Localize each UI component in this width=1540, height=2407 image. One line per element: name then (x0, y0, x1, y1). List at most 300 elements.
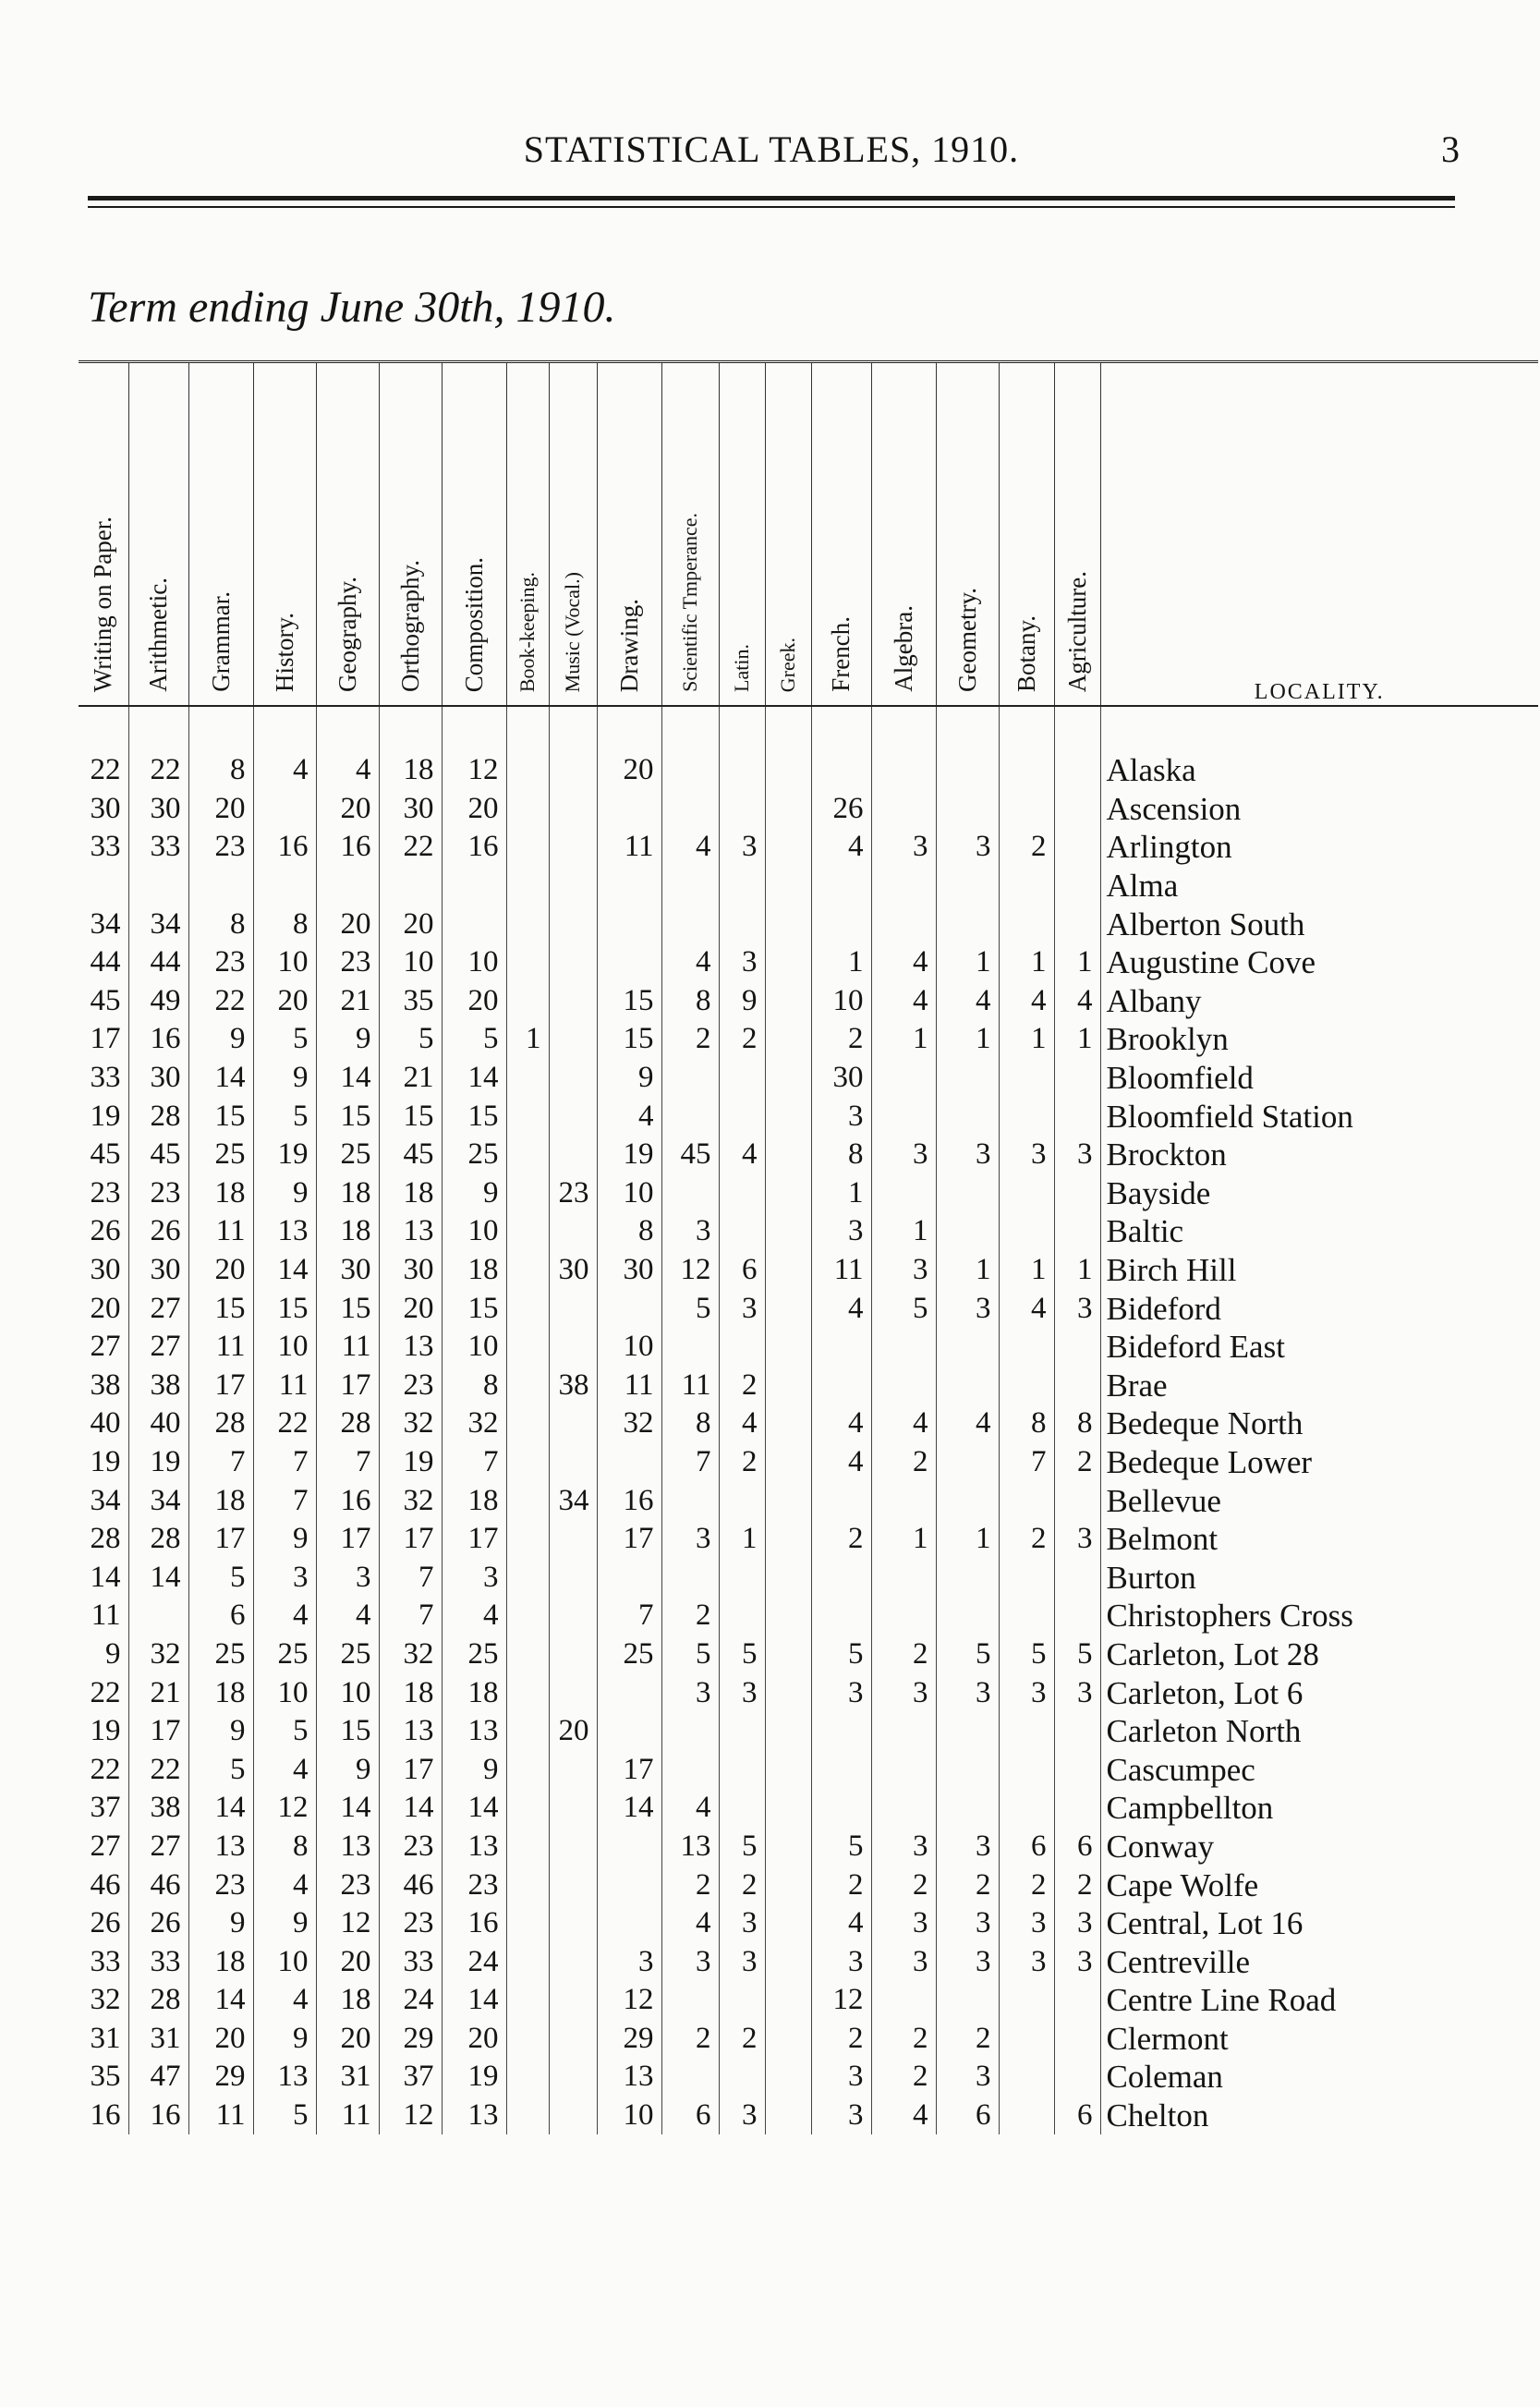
table-cell (719, 1328, 765, 1367)
table-cell: 3 (661, 1942, 719, 1981)
col-header-label: Writing on Paper. (89, 516, 117, 692)
table-cell: 5 (1054, 1635, 1100, 1674)
table-cell: 16 (128, 1020, 188, 1059)
table-cell: 22 (90, 753, 121, 787)
table-cell (871, 1789, 936, 1828)
table-cell: 29 (379, 2020, 442, 2059)
table-cell: 25 (442, 1136, 506, 1174)
table-cell: 9 (442, 1174, 506, 1213)
table-cell: 20 (316, 2020, 379, 2059)
table-cell: 35 (90, 2060, 121, 2094)
table-cell: 11 (316, 1328, 379, 1367)
table-cell: 18 (379, 1673, 442, 1712)
table-cell: 3 (811, 1097, 871, 1136)
table-cell (936, 1481, 999, 1520)
table-cell: 10 (597, 1174, 661, 1213)
table-cell (719, 1481, 765, 1520)
table-cell (871, 867, 936, 906)
table-cell (719, 1981, 765, 2020)
table-cell (549, 1635, 597, 1674)
table-cell: 21 (128, 1673, 188, 1712)
table-cell: 4 (811, 1404, 871, 1443)
table-cell: 3 (253, 1558, 316, 1597)
table-cell (999, 1481, 1054, 1520)
table-cell (1054, 1712, 1100, 1751)
table-row (79, 943, 1538, 982)
table-cell: 7 (661, 1443, 719, 1482)
table-cell: 13 (661, 1828, 719, 1866)
table-cell: 15 (316, 1097, 379, 1136)
table-cell: 13 (442, 2097, 506, 2135)
col-header-label: Geography. (333, 577, 361, 692)
table-cell: 30 (128, 1059, 188, 1098)
table-cell: 4 (316, 1597, 379, 1635)
table-cell (549, 2097, 597, 2135)
table-cell: 4 (316, 706, 379, 790)
table-cell (549, 1866, 597, 1904)
table-row (79, 1020, 1538, 1059)
locality-cell: Ascension (1100, 790, 1538, 829)
table-cell: 10 (253, 943, 316, 982)
table-cell (719, 1174, 765, 1213)
table-cell (936, 1097, 999, 1136)
table-cell: 9 (188, 1020, 253, 1059)
table-cell: 3 (661, 1520, 719, 1559)
table-cell (999, 1981, 1054, 2020)
table-cell (549, 1750, 597, 1789)
table-cell (1054, 1328, 1100, 1367)
table-cell (506, 1828, 549, 1866)
table-cell (765, 1097, 811, 1136)
locality-cell: Alma (1100, 867, 1538, 906)
col-header-label: History. (270, 613, 298, 692)
table-cell: 32 (442, 1404, 506, 1443)
locality-cell: Albany (1100, 982, 1538, 1021)
table-cell: 5 (999, 1635, 1054, 1674)
table-cell: 15 (253, 1289, 316, 1328)
table-cell: 11 (316, 2097, 379, 2135)
table-cell (597, 867, 661, 906)
table-cell: 5 (442, 1020, 506, 1059)
table-cell: 30 (128, 790, 188, 829)
table-cell (765, 2020, 811, 2059)
table-cell: 18 (188, 1673, 253, 1712)
table-cell (597, 1712, 661, 1751)
table-cell: 28 (90, 1522, 121, 1556)
table-cell: 19 (90, 1714, 121, 1748)
locality-cell: Chelton (1100, 2097, 1538, 2135)
table-cell: 33 (379, 1942, 442, 1981)
table-cell: 4 (253, 1866, 316, 1904)
locality-cell: Belmont (1100, 1520, 1538, 1559)
table-cell: 14 (128, 1558, 188, 1597)
table-cell (549, 1212, 597, 1251)
table-cell: 12 (661, 1251, 719, 1290)
table-cell: 4 (253, 706, 316, 790)
table-cell (549, 2020, 597, 2059)
table-cell: 2 (871, 2020, 936, 2059)
col-header-label: Book-keeping. (515, 571, 539, 692)
col-header-label: Music (Vocal.) (561, 571, 584, 692)
table-cell: 9 (253, 1904, 316, 1943)
table-cell (871, 706, 936, 790)
table-cell: 26 (128, 1212, 188, 1251)
table-cell: 18 (379, 1174, 442, 1213)
table-cell: 7 (442, 1443, 506, 1482)
table-cell (765, 1942, 811, 1981)
table-cell (506, 706, 549, 790)
table-row (79, 2058, 1538, 2097)
table-cell: 15 (188, 1097, 253, 1136)
table-cell: 13 (316, 1828, 379, 1866)
table-cell: 3 (936, 1289, 999, 1328)
table-cell (765, 1251, 811, 1290)
table-cell: 3 (719, 1289, 765, 1328)
table-cell (506, 1174, 549, 1213)
table-cell (765, 1328, 811, 1367)
table-cell: 3 (871, 828, 936, 867)
table-cell: 1 (936, 943, 999, 982)
table-cell: 16 (597, 1481, 661, 1520)
table-cell (661, 1981, 719, 2020)
locality-cell: Cascumpec (1100, 1750, 1538, 1789)
table-cell: 49 (128, 982, 188, 1021)
table-cell: 5 (253, 1712, 316, 1751)
table-cell: 1 (811, 1174, 871, 1213)
table-cell: 17 (90, 1022, 121, 1056)
table-cell (549, 1828, 597, 1866)
col-header (253, 362, 316, 707)
table-cell (999, 905, 1054, 943)
table-cell: 26 (90, 1214, 121, 1248)
table-cell (719, 905, 765, 943)
table-cell (999, 1597, 1054, 1635)
table-cell: 26 (90, 1906, 121, 1940)
table-cell (128, 867, 188, 906)
table-cell (719, 1212, 765, 1251)
table-cell (506, 1212, 549, 1251)
table-cell (1054, 867, 1100, 906)
table-row (79, 1981, 1538, 2020)
table-cell: 9 (253, 2020, 316, 2059)
table-cell: 7 (253, 1443, 316, 1482)
table-row (79, 1404, 1538, 1443)
table-cell (871, 1712, 936, 1751)
table-cell (999, 1212, 1054, 1251)
table-row (79, 1059, 1538, 1098)
table-cell (811, 905, 871, 943)
header-rule-thick (88, 196, 1455, 201)
table-cell: 14 (379, 1789, 442, 1828)
table-cell: 5 (811, 1635, 871, 1674)
table-cell: 3 (999, 1942, 1054, 1981)
table-cell (871, 1367, 936, 1405)
locality-cell: Alaska (1100, 706, 1538, 790)
table-cell: 4 (871, 982, 936, 1021)
table-cell: 9 (253, 1520, 316, 1559)
table-cell (765, 828, 811, 867)
table-cell: 28 (128, 1097, 188, 1136)
table-cell: 23 (188, 828, 253, 867)
table-cell (936, 867, 999, 906)
table-cell: 13 (597, 2058, 661, 2097)
col-header (188, 362, 253, 707)
table-cell: 19 (253, 1136, 316, 1174)
table-cell (999, 1789, 1054, 1828)
table-cell: 16 (128, 2097, 188, 2135)
table-cell: 5 (253, 1097, 316, 1136)
table-cell: 9 (442, 1750, 506, 1789)
table-cell: 17 (442, 1520, 506, 1559)
table-cell: 6 (661, 2097, 719, 2135)
table-cell (719, 2058, 765, 2097)
table-cell (811, 1328, 871, 1367)
table-cell: 13 (379, 1328, 442, 1367)
table-cell: 4 (719, 1404, 765, 1443)
table-cell (506, 1481, 549, 1520)
table-cell (1054, 1367, 1100, 1405)
table-cell: 14 (188, 1059, 253, 1098)
col-header (597, 362, 661, 707)
table-cell: 8 (253, 1828, 316, 1866)
table-cell (765, 790, 811, 829)
col-header (79, 362, 128, 707)
table-cell: 34 (90, 906, 121, 941)
table-cell: 11 (188, 1212, 253, 1251)
col-header (128, 362, 188, 707)
table-cell: 3 (936, 1904, 999, 1943)
table-cell (549, 1904, 597, 1943)
table-cell: 13 (442, 1828, 506, 1866)
table-cell: 4 (661, 1904, 719, 1943)
table-cell: 4 (871, 2097, 936, 2135)
table-cell: 33 (90, 1061, 121, 1095)
table-cell (871, 1059, 936, 1098)
table-cell (661, 867, 719, 906)
col-header-label: French. (827, 616, 855, 692)
table-cell: 5 (719, 1828, 765, 1866)
table-cell: 12 (442, 706, 506, 790)
table-cell: 3 (871, 1136, 936, 1174)
table-row (79, 1097, 1538, 1136)
table-cell: 2 (661, 1020, 719, 1059)
table-cell (442, 867, 506, 906)
table-cell (549, 1097, 597, 1136)
table-row (79, 1942, 1538, 1981)
table-cell: 35 (379, 982, 442, 1021)
table-cell (549, 828, 597, 867)
table-cell: 10 (253, 1942, 316, 1981)
table-cell (661, 2058, 719, 2097)
table-cell: 9 (316, 1750, 379, 1789)
table-cell: 20 (188, 790, 253, 829)
table-cell (1054, 790, 1100, 829)
table-cell: 1 (871, 1212, 936, 1251)
table-cell: 3 (871, 1828, 936, 1866)
col-header (549, 362, 597, 707)
locality-cell: Bedeque North (1100, 1404, 1538, 1443)
table-cell: 3 (811, 1673, 871, 1712)
table-cell: 11 (597, 1367, 661, 1405)
table-cell (811, 1789, 871, 1828)
table-cell (549, 1673, 597, 1712)
table-cell: 27 (90, 1829, 121, 1863)
locality-cell: Arlington (1100, 828, 1538, 867)
table-cell: 11 (188, 2097, 253, 2135)
table-cell (999, 1712, 1054, 1751)
table-cell: 19 (128, 1443, 188, 1482)
table-cell (871, 790, 936, 829)
table-cell (999, 1097, 1054, 1136)
table-cell: 2 (661, 2020, 719, 2059)
col-header (936, 362, 999, 707)
table-cell: 23 (188, 943, 253, 982)
table-cell (1054, 1097, 1100, 1136)
table-cell: 14 (597, 1789, 661, 1828)
table-cell: 4 (811, 1289, 871, 1328)
table-cell: 1 (999, 1251, 1054, 1290)
table-cell: 1 (871, 1520, 936, 1559)
table-cell (1054, 1558, 1100, 1597)
running-title: STATISTICAL TABLES, 1910. (523, 128, 1020, 170)
table-row (79, 1750, 1538, 1789)
table-cell: 4 (811, 1904, 871, 1943)
table-cell (661, 1174, 719, 1213)
table-cell: 34 (128, 905, 188, 943)
table-cell (871, 905, 936, 943)
table-cell (765, 1212, 811, 1251)
table-cell: 2 (999, 1866, 1054, 1904)
table-cell: 23 (442, 1866, 506, 1904)
table-cell: 2 (661, 1866, 719, 1904)
table-cell: 8 (661, 982, 719, 1021)
table-cell: 20 (379, 1289, 442, 1328)
table-cell (661, 706, 719, 790)
table-cell (765, 905, 811, 943)
table-cell (999, 2097, 1054, 2135)
table-cell: 20 (316, 790, 379, 829)
table-cell: 5 (253, 1020, 316, 1059)
table-cell (549, 1136, 597, 1174)
col-header-label: Algebra. (889, 605, 917, 692)
locality-cell: Brae (1100, 1367, 1538, 1405)
table-cell (661, 1750, 719, 1789)
table-cell: 4 (661, 1789, 719, 1828)
table-cell (811, 1712, 871, 1751)
table-body (79, 706, 1538, 2134)
table-cell (597, 1289, 661, 1328)
table-cell: 3 (597, 1942, 661, 1981)
table-cell: 20 (549, 1712, 597, 1751)
table-cell (811, 1481, 871, 1520)
table-cell (549, 1981, 597, 2020)
table-cell: 2 (719, 1367, 765, 1405)
table-cell (506, 1673, 549, 1712)
table-cell: 7 (597, 1597, 661, 1635)
table-cell (1054, 1981, 1100, 2020)
table-cell (506, 1251, 549, 1290)
locality-cell: Conway (1100, 1828, 1538, 1866)
col-header (506, 362, 549, 707)
table-cell (506, 1597, 549, 1635)
table-cell: 2 (811, 2020, 871, 2059)
table-cell: 20 (253, 982, 316, 1021)
table-cell: 2 (661, 1597, 719, 1635)
col-header-label: Scientific Tmperance. (678, 513, 701, 692)
table-cell: 21 (316, 982, 379, 1021)
table-cell: 2 (1054, 1866, 1100, 1904)
table-cell: 19 (90, 1444, 121, 1478)
table-cell: 2 (936, 2020, 999, 2059)
table-cell: 26 (128, 1904, 188, 1943)
table-cell: 9 (253, 1059, 316, 1098)
table-row (79, 1289, 1538, 1328)
table-cell: 30 (128, 1251, 188, 1290)
table-cell: 13 (442, 1712, 506, 1751)
col-header-label: Latin. (730, 644, 753, 692)
col-header-label: Botany. (1012, 615, 1040, 692)
table-cell (765, 1481, 811, 1520)
table-cell: 30 (379, 790, 442, 829)
table-cell (549, 790, 597, 829)
table-cell (506, 1136, 549, 1174)
table-cell (871, 1174, 936, 1213)
table-cell: 17 (316, 1367, 379, 1405)
table-cell: 23 (316, 943, 379, 982)
table-cell: 20 (442, 2020, 506, 2059)
table-cell: 15 (316, 1712, 379, 1751)
table-cell: 9 (597, 1059, 661, 1098)
table-cell: 22 (188, 982, 253, 1021)
table-cell (871, 1097, 936, 1136)
table-cell: 11 (597, 828, 661, 867)
table-cell: 25 (253, 1635, 316, 1674)
locality-cell: Cape Wolfe (1100, 1866, 1538, 1904)
table-cell (936, 1367, 999, 1405)
table-cell (549, 867, 597, 906)
table-cell: 28 (188, 1404, 253, 1443)
table-cell: 6 (719, 1251, 765, 1290)
table-cell (506, 1981, 549, 2020)
col-header-label: Orthography. (395, 560, 424, 692)
table-cell: 25 (597, 1635, 661, 1674)
table-cell: 14 (253, 1251, 316, 1290)
table-cell: 3 (811, 1212, 871, 1251)
table-cell: 4 (442, 1597, 506, 1635)
table-row (79, 1481, 1538, 1520)
table-cell: 14 (188, 1789, 253, 1828)
table-cell: 5 (188, 1558, 253, 1597)
table-cell (506, 1097, 549, 1136)
locality-cell: Bideford (1100, 1289, 1538, 1328)
table-cell: 33 (90, 830, 121, 864)
table-cell (506, 1443, 549, 1482)
locality-cell: Bellevue (1100, 1481, 1538, 1520)
table-row (79, 2020, 1538, 2059)
table-cell: 3 (811, 2097, 871, 2135)
table-cell (597, 1828, 661, 1866)
table-cell (936, 1328, 999, 1367)
table-cell: 3 (442, 1558, 506, 1597)
table-cell (1054, 1789, 1100, 1828)
table-cell: 17 (188, 1520, 253, 1559)
table-cell: 3 (661, 1212, 719, 1251)
table-cell: 2 (811, 1020, 871, 1059)
col-header (442, 362, 506, 707)
table-cell: 23 (188, 1866, 253, 1904)
table-cell: 27 (128, 1328, 188, 1367)
locality-cell: Central, Lot 16 (1100, 1904, 1538, 1943)
